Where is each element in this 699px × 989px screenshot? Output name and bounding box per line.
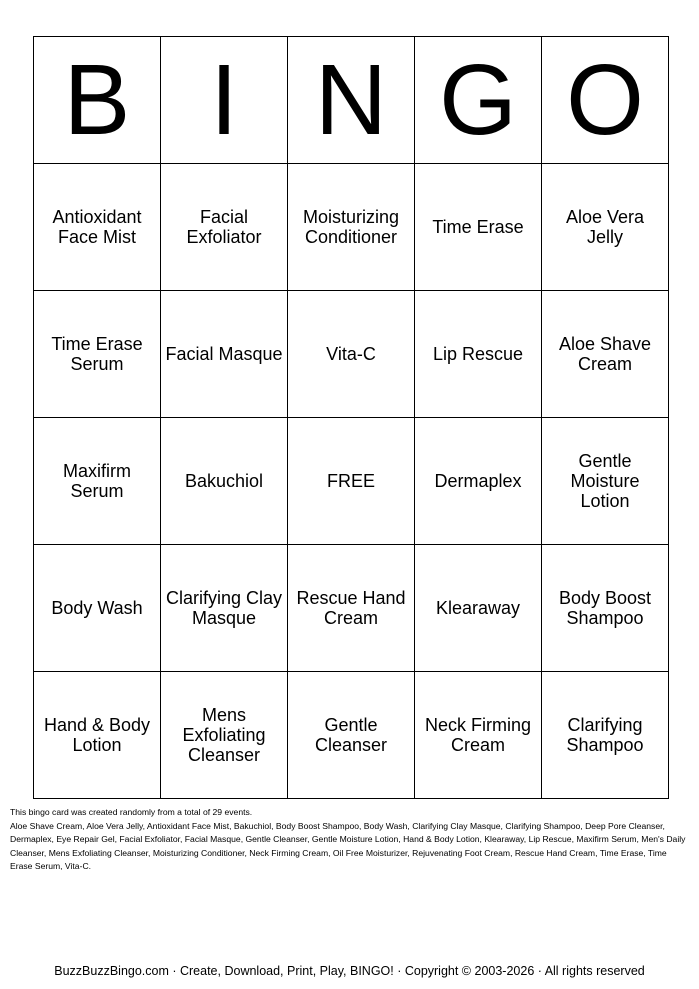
bingo-row [34, 672, 669, 799]
bingo-cell: Rescue Hand Cream [288, 545, 415, 672]
bingo-card [33, 36, 669, 799]
bingo-row [34, 545, 669, 672]
header-letter-b: B [34, 37, 161, 164]
bingo-cell: Clarifying Shampoo [542, 672, 669, 799]
bingo-cell: Facial Masque [161, 291, 288, 418]
bingo-cell: Clarifying Clay Masque [161, 545, 288, 672]
bingo-row [34, 164, 669, 291]
bingo-cell: Mens Exfoliating Cleanser [161, 672, 288, 799]
bingo-cell: Time Erase Serum [34, 291, 161, 418]
bingo-cell: Gentle Cleanser [288, 672, 415, 799]
header-letter-o: O [542, 37, 669, 164]
bingo-cell: Moisturizing Conditioner [288, 164, 415, 291]
bingo-row [34, 418, 669, 545]
bingo-cell: Body Wash [34, 545, 161, 672]
bingo-cell: Gentle Moisture Lotion [542, 418, 669, 545]
card-info [10, 806, 690, 874]
bingo-header-row [34, 37, 669, 164]
bingo-cell: Neck Firming Cream [415, 672, 542, 799]
bingo-cell: Hand & Body Lotion [34, 672, 161, 799]
bingo-cell: Maxifirm Serum [34, 418, 161, 545]
bingo-cell: Body Boost Shampoo [542, 545, 669, 672]
header-letter-i: I [161, 37, 288, 164]
bingo-cell: Dermaplex [415, 418, 542, 545]
bingo-cell: Aloe Shave Cream [542, 291, 669, 418]
bingo-cell: Aloe Vera Jelly [542, 164, 669, 291]
bingo-cell: Bakuchiol [161, 418, 288, 545]
free-space-cell: FREE [288, 418, 415, 545]
bingo-row [34, 291, 669, 418]
event-list: Aloe Shave Cream, Aloe Vera Jelly, Antioxidant Face Mist, Bakuchiol, Body Boost Shampoo, Body Wash, Clarifying Clay Masque, Clarifying Shampoo, Deep Pore Cleanser, Dermaplex, Eye Repair Gel, Facial Exfoliator, Facial Masque, Gentle Cleanser, Gentle Moisture Lotion, Hand & Body Lotion, Klearaway, Lip Rescue, Maxifirm Serum, Men's Daily Cleanser, Mens Exfoliating Cleanser, Moisturizing Conditioner, Neck Firming Cream, Oil Free Moisturizer, Rejuvenating Foot Cream, Rescue Hand Cream, Time Erase, Time Erase Serum, Vita-C. [10, 820, 686, 871]
card-summary: This bingo card was created randomly from a total of 29 events. [10, 807, 253, 817]
bingo-cell: Time Erase [415, 164, 542, 291]
header-letter-g: G [415, 37, 542, 164]
header-letter-n: N [288, 37, 415, 164]
bingo-cell: Antioxidant Face Mist [34, 164, 161, 291]
bingo-cell: Klearaway [415, 545, 542, 672]
bingo-cell: Facial Exfoliator [161, 164, 288, 291]
bingo-cell: Vita-C [288, 291, 415, 418]
site-footer: BuzzBuzzBingo.com · Create, Download, Print, Play, BINGO! · Copyright © 2003-2026 · All rights reserved [54, 964, 645, 978]
bingo-cell: Lip Rescue [415, 291, 542, 418]
